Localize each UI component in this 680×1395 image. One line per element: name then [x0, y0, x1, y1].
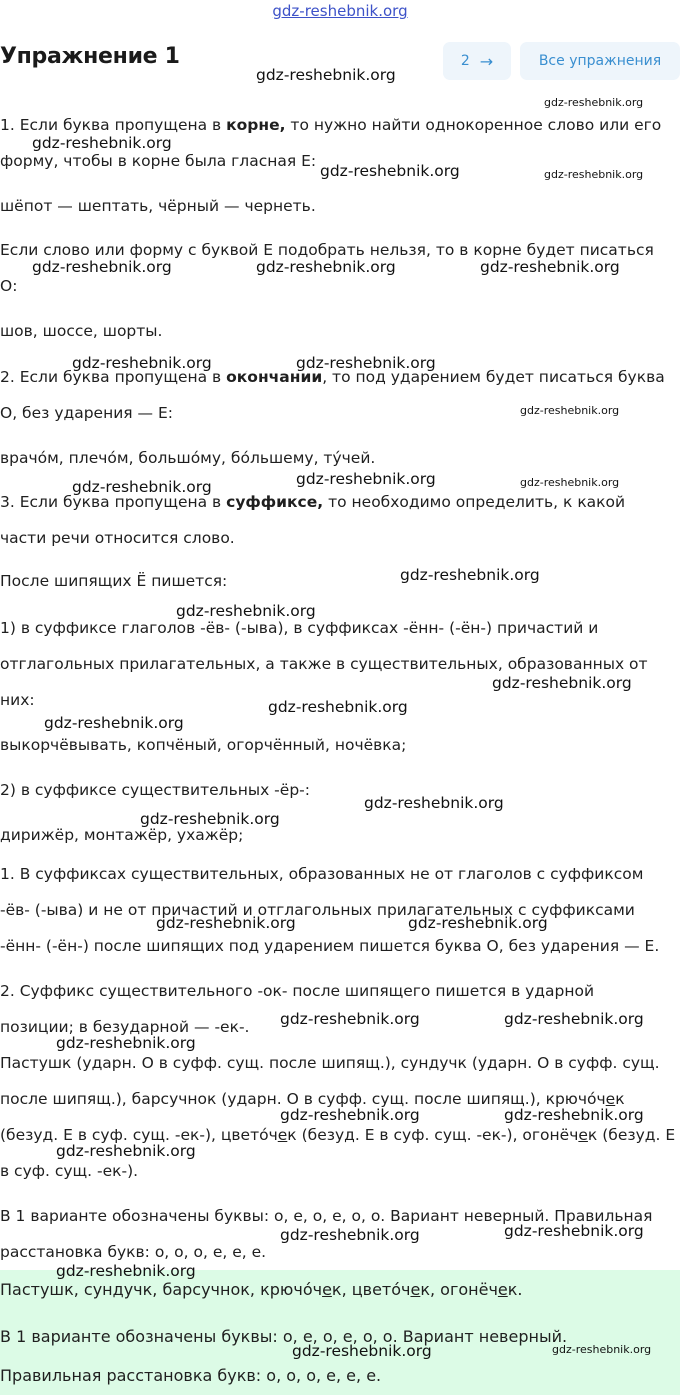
- watermark: gdz-reshebnik.org: [280, 1010, 420, 1028]
- rule-yo-intro: После шипящих Ё пишется:: [0, 572, 228, 590]
- all-exercises-button[interactable]: [520, 42, 680, 80]
- watermark: gdz-reshebnik.org: [72, 478, 212, 496]
- watermark: gdz-reshebnik.org: [140, 810, 280, 828]
- watermark: gdz-reshebnik.org: [280, 1226, 420, 1244]
- rule-ok-1-line3: -ённ- (-ён-) после шипящих под ударением пишется буква О, без ударения — Е.: [0, 937, 660, 955]
- rule-root-o-line1: Если слово или форму с буквой Е подобрать нельзя, то в корне будет писаться: [0, 241, 654, 259]
- rule-yo-1-line3: них:: [0, 691, 35, 709]
- analysis-line4: в суф. сущ. -ек-).: [0, 1162, 139, 1180]
- watermark: gdz-reshebnik.org: [56, 1262, 196, 1280]
- rule-suffix-line2: части речи относится слово.: [0, 529, 235, 547]
- analysis-line1: Пастушк (ударн. О в суфф. сущ. после шипящ.), сундучк (ударн. О в суфф. сущ.: [0, 1054, 660, 1072]
- watermark: gdz-reshebnik.org: [176, 602, 316, 620]
- rule-root-line1: 1. Если буква пропущена в корне, то нужно найти однокоренное слово или его: [0, 116, 662, 134]
- watermark: gdz-reshebnik.org: [504, 1222, 644, 1240]
- watermark: gdz-reshebnik.org: [296, 354, 436, 372]
- watermark: gdz-reshebnik.org: [32, 258, 172, 276]
- watermark: gdz-reshebnik.org: [552, 1343, 652, 1356]
- example-root-o: шов, шоссе, шорты.: [0, 322, 163, 340]
- analysis-line2: после шипящ.), барсучнок (ударн. О в суфф. сущ. после шипящ.), крючо́чек: [0, 1090, 625, 1108]
- watermark: gdz-reshebnik.org: [408, 914, 548, 932]
- rule-root-o-line2: О:: [0, 277, 18, 295]
- rule-root-line2: форму, чтобы в корне была гласная Е:: [0, 152, 317, 170]
- watermark: gdz-reshebnik.org: [44, 714, 184, 732]
- page-title: Упражнение 1: [0, 44, 180, 69]
- watermark: gdz-reshebnik.org: [544, 168, 644, 181]
- watermark: gdz-reshebnik.org: [504, 1010, 644, 1028]
- rule-yo-1-line1: 1) в суффиксе глаголов -ёв- (-ыва), в суффиксах -ённ- (-ён-) причастий и: [0, 619, 599, 637]
- rule-ok-2-line2: позиции; в безударной — -ек-.: [0, 1018, 250, 1036]
- watermark: gdz-reshebnik.org: [520, 476, 620, 489]
- variant-line1: В 1 варианте обозначены буквы: о, е, о, е, о, о. Вариант неверный. Правильная: [0, 1207, 653, 1225]
- example-yo-2: дирижёр, монтажёр, ухажёр;: [0, 826, 244, 844]
- watermark: gdz-reshebnik.org: [56, 1142, 196, 1160]
- rule-yo-2: 2) в суффиксе существительных -ёр-:: [0, 781, 310, 799]
- answer-line2: В 1 варианте обозначены буквы: о, е, о, е, о, о. Вариант неверный.: [0, 1327, 568, 1346]
- watermark: gdz-reshebnik.org: [256, 66, 396, 84]
- watermark: gdz-reshebnik.org: [296, 470, 436, 488]
- watermark: gdz-reshebnik.org: [320, 162, 460, 180]
- rule-yo-1-line2: отглагольных прилагательных, а также в существительных, образованных от: [0, 655, 648, 673]
- analysis-line3: (безуд. Е в суф. сущ. -ек-), цвето́чек (безуд. Е в суф. сущ. -ек-), огонёчек (безуд. Е: [0, 1126, 676, 1144]
- watermark: gdz-reshebnik.org: [268, 698, 408, 716]
- example-yo-1: выкорчёвывать, копчёный, огорчённый, ночёвка;: [0, 736, 407, 754]
- watermark: gdz-reshebnik.org: [492, 674, 632, 692]
- arrow-right-icon: →: [479, 51, 494, 71]
- watermark: gdz-reshebnik.org: [280, 1106, 420, 1124]
- watermark: gdz-reshebnik.org: [544, 96, 644, 109]
- answer-line1: Пастушк, сундучк, барсучнок, крючо́чек, цвето́чек, огонёчек.: [0, 1280, 523, 1299]
- rule-ok-2-line1: 2. Суффикс существительного -ок- после шипящего пишется в ударной: [0, 982, 595, 1000]
- example-ending: врачо́м, плечо́м, большо́му, бо́льшему, ту́чей.: [0, 449, 376, 467]
- next-exercise-button[interactable]: [443, 42, 511, 80]
- next-exercise-label: 2: [460, 53, 470, 69]
- watermark: gdz-reshebnik.org: [364, 794, 504, 812]
- watermark: gdz-reshebnik.org: [292, 1342, 432, 1360]
- watermark: gdz-reshebnik.org: [56, 1034, 196, 1052]
- all-exercises-label: Все упражнения: [538, 53, 662, 69]
- watermark: gdz-reshebnik.org: [156, 914, 296, 932]
- answer-line3: Правильная расстановка букв: о, о, о, е, е, е.: [0, 1366, 382, 1385]
- rule-ending-line1: 2. Если буква пропущена в окончании, то под ударением будет писаться буква: [0, 368, 665, 386]
- example-root: шёпот — шептать, чёрный — чернеть.: [0, 197, 316, 215]
- rule-suffix-line1: 3. Если буква пропущена в суффиксе, то необходимо определить, к какой: [0, 493, 626, 511]
- rule-ok-1-line2: -ёв- (-ыва) и не от причастий и отглагольных прилагательных с суффиксами: [0, 901, 635, 919]
- watermark: gdz-reshebnik.org: [72, 354, 212, 372]
- watermark: gdz-reshebnik.org: [32, 134, 172, 152]
- site-link[interactable]: gdz-reshebnik.org: [272, 2, 408, 20]
- watermark: gdz-reshebnik.org: [504, 1106, 644, 1124]
- watermark: gdz-reshebnik.org: [400, 566, 540, 584]
- watermark: gdz-reshebnik.org: [520, 404, 620, 417]
- rule-ending-line2: О, без ударения — Е:: [0, 404, 173, 422]
- rule-ok-1-line1: 1. В суффиксах существительных, образованных не от глаголов с суффиксом: [0, 865, 644, 883]
- watermark: gdz-reshebnik.org: [256, 258, 396, 276]
- watermark: gdz-reshebnik.org: [480, 258, 620, 276]
- variant-line2: расстановка букв: о, о, о, е, е, е.: [0, 1243, 267, 1261]
